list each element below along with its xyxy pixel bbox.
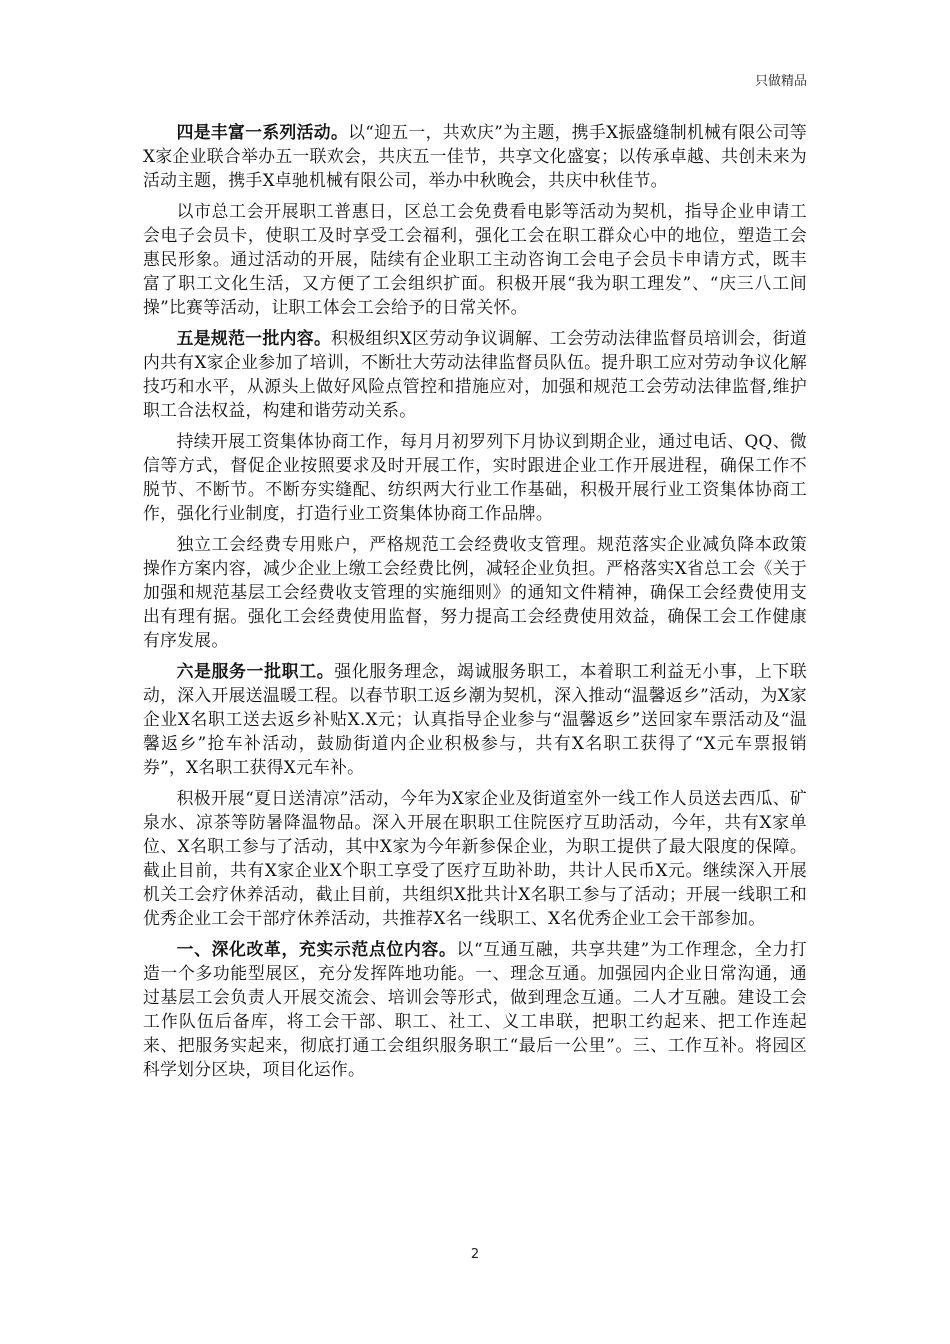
paragraph-text: 持续开展工资集体协商工作，每月月初罗列下月协议到期企业，通过电话、QQ、微信等方式，督促企业按照要求及时开展工作，实时跟进企业工作开展进程，确保工作不脱节、不断节。不断夯实缝配、纺织两大行业工作基础，积极开展行业工资集体协商工作，强化行业制度，打造行业工资集体协商工作品牌。 xyxy=(143,431,807,523)
paragraph xyxy=(143,120,807,192)
document-body xyxy=(143,120,807,1088)
paragraph xyxy=(143,786,807,930)
paragraph xyxy=(143,326,807,422)
paragraph xyxy=(143,659,807,779)
header-note: 只做精品 xyxy=(754,74,807,89)
paragraph xyxy=(143,532,807,652)
paragraph-text: 以市总工会开展职工普惠日，区总工会免费看电影等活动为契机，指导企业申请工会电子会员卡，使职工及时享受工会福利，强化工会在职工群众心中的地位，塑造工会惠民形象。通过活动的开展，陆续有企业职工主动咨询工会电子会员卡申请方式，既丰富了职工文化生活，又方便了工会组织扩面。积极开展“我为职工理发”、“庆三八工间操”比赛等活动，让职工体会工会给予的日常关怀。 xyxy=(143,201,807,317)
page-number: 2 xyxy=(470,1247,480,1262)
paragraph-text: 积极开展“夏日送清凉”活动，今年为X家企业及街道室外一线工作人员送去西瓜、矿泉水、凉茶等防暑降温物品。深入开展在职职工住院医疗互助活动，今年，共有X家单位、X名职工参与了活动，其中X家为今年新参保企业，为职工提供了最大限度的保障。截止目前，共有X家企业X个职工享受了医疗互助补助，共计人民币X元。继续深入开展机关工会疗休养活动，截止目前，共组织X批共计X名职工参与了活动；开展一线职工和优秀企业工会干部疗休养活动，共推荐X名一线职工、X名优秀企业工会干部参加。 xyxy=(143,788,807,928)
paragraph-lead: 六是服务一批职工。 xyxy=(176,661,335,681)
paragraph-text: 强化服务理念，竭诚服务职工，本着职工利益无小事，上下联动，深入开展送温暖工程。以春节职工返乡潮为契机，深入推动“温馨返乡”活动，为X家企业X名职工送去返乡补贴X.X元；认真指导企业参与“温馨返乡”送回家车票活动及“温馨返乡”抢车补活动，鼓励街道内企业积极参与，共有X名职工获得了“X元车票报销券”，X名职工获得X元车补。 xyxy=(143,661,807,777)
paragraph xyxy=(143,937,807,1081)
paragraph-text: 独立工会经费专用账户，严格规范工会经费收支管理。规范落实企业减负降本政策操作方案内容，减少企业上缴工会经费比例，减轻企业负担。严格落实X省总工会《关于加强和规范基层工会经费收支管理的实施细则》的通知文件精神，确保工会经费使用支出有理有据。强化工会经费使用监督，努力提高工会经费使用效益，确保工会工作健康有序发展。 xyxy=(143,534,807,650)
paragraph-text: 以“迎五一，共欢庆”为主题，携手X振盛缝制机械有限公司等X家企业联合举办五一联欢会，共庆五一佳节，共享文化盛宴；以传承卓越、共创未来为活动主题，携手X卓驰机械有限公司，举办中秋晚会，共庆中秋佳节。 xyxy=(143,122,807,190)
paragraph-lead: 一、深化改革，充实示范点位内容。 xyxy=(176,939,457,959)
paragraph-lead: 五是规范一批内容。 xyxy=(176,328,332,348)
paragraph xyxy=(143,199,807,319)
paragraph-lead: 四是丰富一系列活动。 xyxy=(176,122,349,142)
paragraph xyxy=(143,429,807,525)
paragraph-text: 积极组织X区劳动争议调解、工会劳动法律监督员培训会，街道内共有X家企业参加了培训，不断壮大劳动法律监督员队伍。提升职工应对劳动争议化解技巧和水平，从源头上做好风险点管控和措施应对，加强和规范工会劳动法律监督,维护职工合法权益，构建和谐劳动关系。 xyxy=(143,328,807,420)
paragraph-text: 以“互通互融，共享共建”为工作理念，全力打造一个多功能型展区，充分发挥阵地功能。一、理念互通。加强园内企业日常沟通，通过基层工会负责人开展交流会、培训会等形式，做到理念互通。二人才互融。建设工会工作队伍后备库，将工会干部、职工、社工、义工串联，把职工约起来、把工作连起来、把服务实起来，彻底打通工会组织服务职工“最后一公里”。三、工作互补。将园区科学划分区块，项目化运作。 xyxy=(143,939,807,1079)
